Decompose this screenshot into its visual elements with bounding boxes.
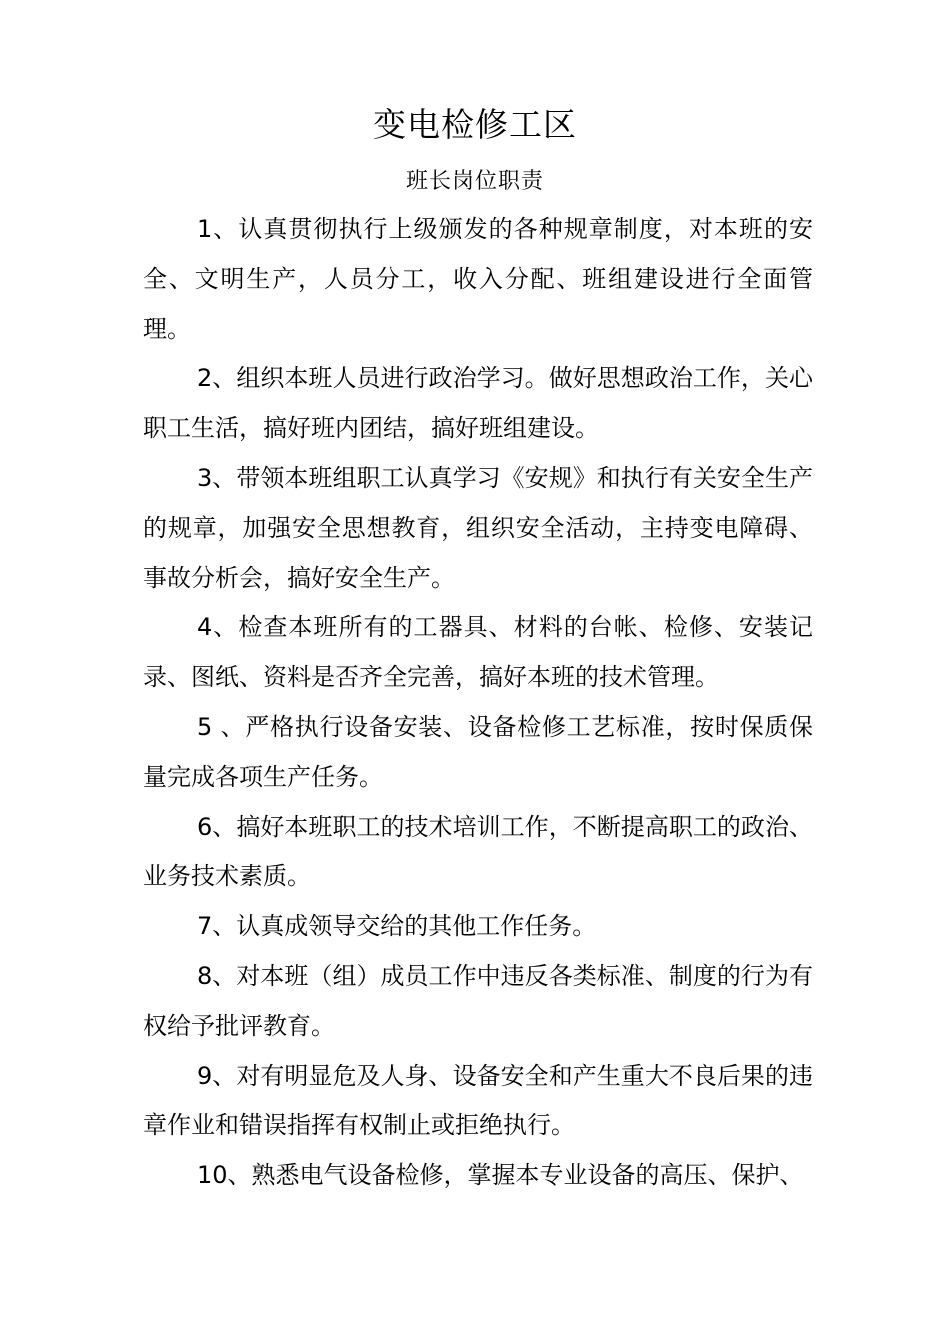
paragraph-3: 3、带领本班组职工认真学习《安规》和执行有关安全生产的规章，加强安全思想教育，组织安全活动，主持变电障碍、事故分析会，搞好安全生产。: [143, 463, 813, 592]
paragraph-5: 5 、严格执行设备安装、设备检修工艺标准，按时保质保量完成各项生产任务。: [143, 712, 813, 791]
document-subtitle: 班长岗位职责: [405, 169, 544, 194]
paragraph-8: 8、对本班（组）成员工作中违反各类标准、制度的行为有权给予批评教育。: [143, 961, 813, 1040]
paragraph-4: 4、检查本班所有的工器具、材料的台帐、检修、安装记录、图纸、资料是否齐全完善，搞好本班的技术管理。: [143, 613, 813, 692]
paragraph-1: 1、认真贯彻执行上级颁发的各种规章制度，对本班的安全、文明生产，人员分工，收入分配、班组建设进行全面管理。: [143, 215, 813, 343]
document-body: [143, 205, 813, 1201]
paragraph-2: 2、组织本班人员进行政治学习。做好思想政治工作，关心职工生活，搞好班内团结，搞好班组建设。: [143, 364, 813, 443]
paragraph-7: 7、认真成领导交给的其他工作任务。: [197, 912, 597, 941]
paragraph-6: 6、搞好本班职工的技术培训工作，不断提高职工的政治、业务技术素质。: [143, 812, 813, 891]
document-title: 变电检修工区: [373, 105, 577, 144]
paragraph-10: 10、熟悉电气设备检修，掌握本专业设备的高压、保护、: [197, 1161, 804, 1190]
paragraph-9: 9、对有明显危及人身、设备安全和产生重大不良后果的违章作业和错误指挥有权制止或拒绝执行。: [143, 1061, 813, 1140]
